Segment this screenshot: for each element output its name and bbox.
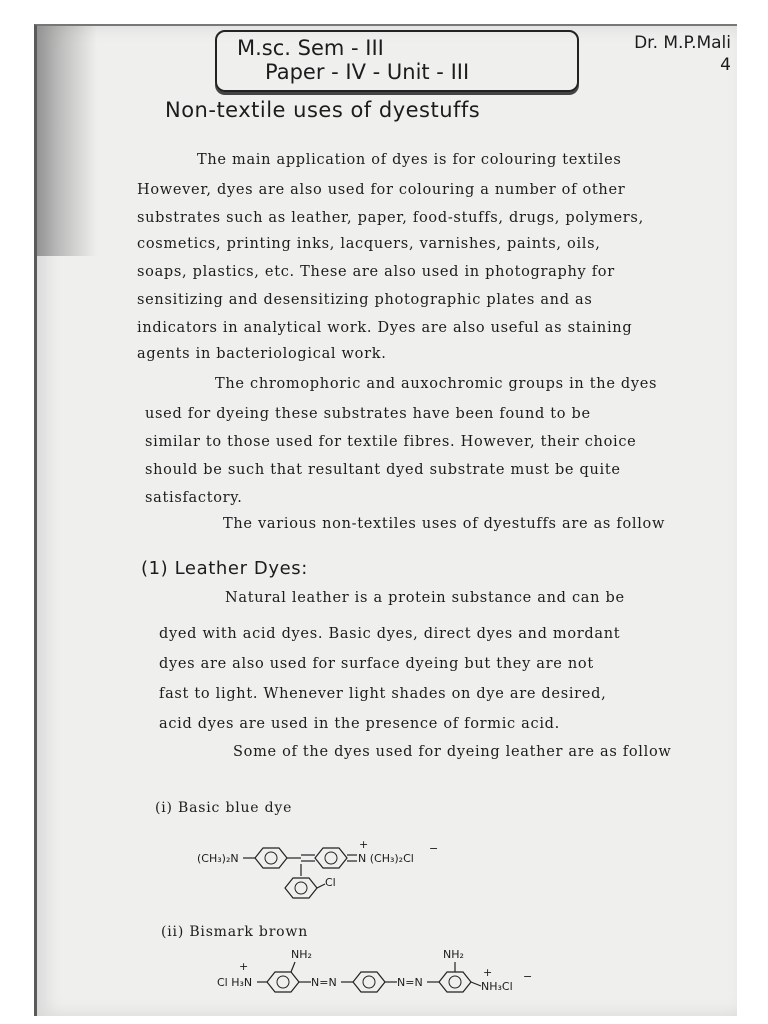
- text-line: sensitizing and desensitizing photographic plates and as: [137, 292, 593, 308]
- amino-group: NH₂: [291, 948, 312, 961]
- text-line: Some of the dyes used for dyeing leather are as follow: [233, 744, 672, 760]
- text-line: soaps, plastics, etc. These are also used in photography for: [137, 264, 615, 280]
- text-line-various-uses: The various non-textiles uses of dyestuffs are as follow: [223, 516, 666, 532]
- header-box: [215, 30, 579, 92]
- text-line: However, dyes are also used for colouring a number of other: [137, 182, 626, 198]
- text-line: dyed with acid dyes. Basic dyes, direct dyes and mordant: [159, 626, 621, 642]
- basic-blue-structure: [197, 826, 517, 906]
- item-basic-blue-label: (i) Basic blue dye: [155, 800, 293, 816]
- text-line: used for dyeing these substrates have been found to be: [145, 406, 591, 422]
- left-group: (CH₃)₂N: [197, 852, 239, 865]
- amino-group: NH₂: [443, 948, 464, 961]
- benzene-ring: [255, 848, 287, 868]
- author-block: [634, 32, 731, 76]
- section-heading-leather: (1) Leather Dyes:: [141, 558, 308, 579]
- azo-group: N=N: [397, 976, 423, 989]
- text-line: The chromophoric and auxochromic groups in the dyes: [215, 376, 658, 392]
- benzene-ring: [439, 972, 471, 992]
- paper-unit-line: Paper - IV - Unit - III: [265, 60, 470, 84]
- text-line: The main application of dyes is for colouring textiles: [197, 152, 622, 168]
- right-group: N (CH₃)₂Cl: [358, 852, 414, 865]
- azo-group: N=N: [311, 976, 337, 989]
- item-bismark-label: (ii) Bismark brown: [161, 924, 309, 940]
- right-group: NH₃Cl: [481, 980, 513, 993]
- text-line: satisfactory.: [145, 490, 243, 506]
- text-line: should be such that resultant dyed substrate must be quite: [145, 462, 621, 478]
- text-line: similar to those used for textile fibres. However, their choice: [145, 434, 637, 450]
- text-line: substrates such as leather, paper, food-stuffs, drugs, polymers,: [137, 210, 644, 226]
- minus-sign: −: [523, 970, 533, 983]
- scanned-page: [34, 24, 737, 1016]
- left-group: Cl H₃N: [217, 976, 253, 989]
- benzene-ring: [353, 972, 385, 992]
- minus-sign: −: [429, 842, 439, 855]
- benzene-ring: [315, 848, 347, 868]
- text-line: indicators in analytical work. Dyes are also useful as staining: [137, 320, 633, 336]
- text-line: acid dyes are used in the presence of formic acid.: [159, 716, 560, 732]
- chloro-group: Cl: [325, 876, 336, 889]
- bismark-brown-structure: [217, 934, 637, 1004]
- text-line: dyes are also used for surface dyeing but they are not: [159, 656, 594, 672]
- page-title: Non-textile uses of dyestuffs: [165, 98, 481, 122]
- page-number: 4: [720, 55, 731, 75]
- author-name: Dr. M.P.Mali: [634, 33, 731, 53]
- course-line: M.sc. Sem - III: [237, 36, 384, 60]
- benzene-ring: [285, 878, 317, 898]
- text-line: cosmetics, printing inks, lacquers, varnishes, paints, oils,: [137, 236, 601, 252]
- plus-sign: +: [359, 838, 369, 851]
- benzene-ring: [267, 972, 299, 992]
- text-line: fast to light. Whenever light shades on dye are desired,: [159, 686, 607, 702]
- text-line: agents in bacteriological work.: [137, 346, 387, 362]
- plus-sign: +: [239, 960, 249, 973]
- plus-sign: +: [483, 966, 493, 979]
- scan-smudge: [37, 26, 97, 256]
- text-line: Natural leather is a protein substance and can be: [225, 590, 625, 606]
